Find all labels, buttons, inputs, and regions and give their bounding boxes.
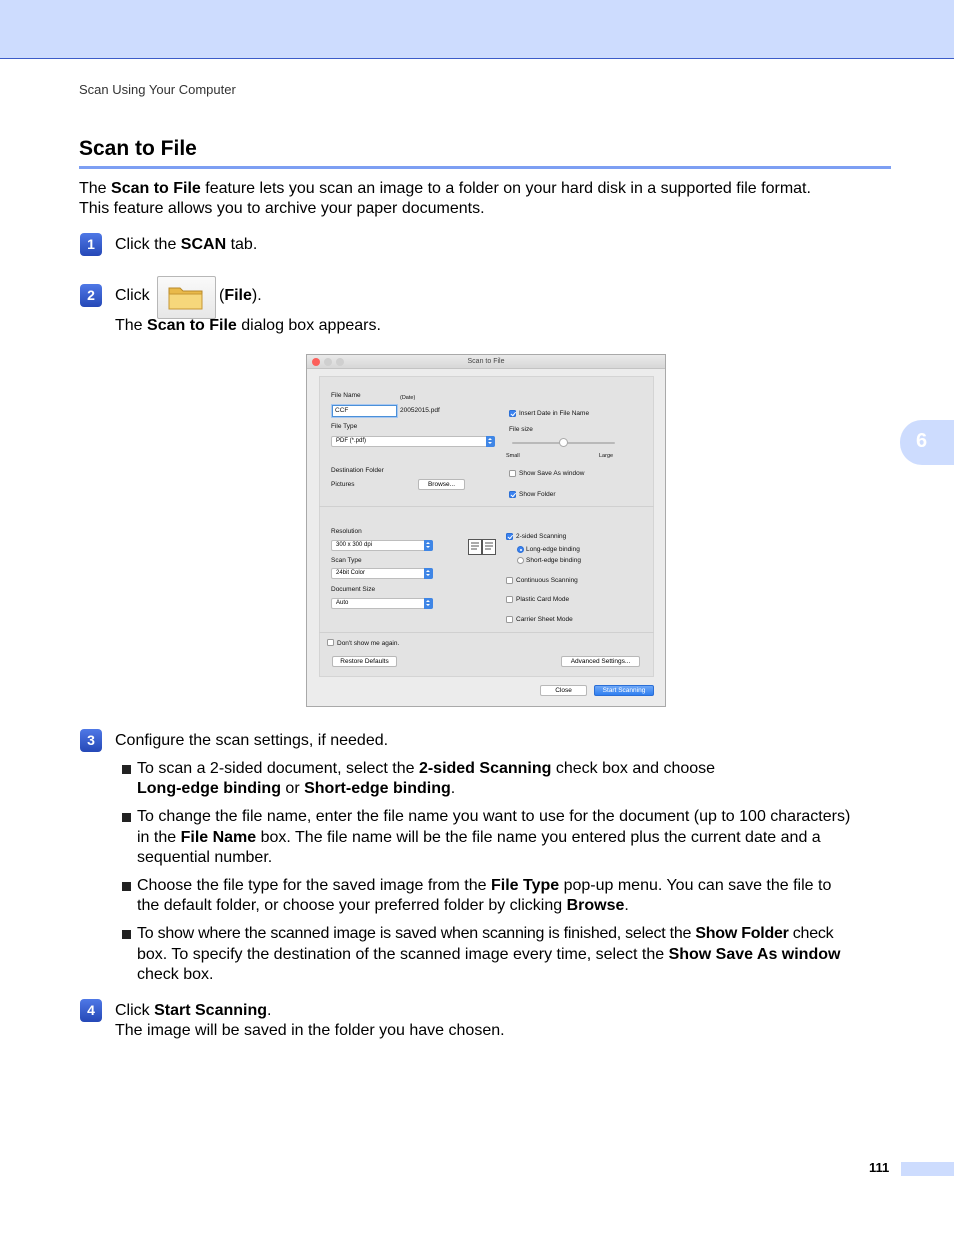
document-size-select[interactable]: Auto (331, 598, 433, 609)
scan-type-label: Scan Type (331, 557, 362, 564)
section-title: Scan to File (79, 137, 197, 160)
dialog-titlebar (307, 355, 665, 369)
resolution-select[interactable]: 300 x 300 dpi (331, 540, 433, 551)
chevron-updown-icon (424, 568, 433, 579)
long-edge-label: Long-edge binding (526, 546, 580, 553)
two-sided-scanning-checkbox[interactable] (506, 533, 513, 540)
scan-type-select[interactable]: 24bit Color (331, 568, 433, 579)
browse-button[interactable]: Browse... (418, 479, 465, 490)
show-save-as-checkbox[interactable] (509, 470, 516, 477)
file-button[interactable] (157, 276, 216, 319)
bullet-marker (122, 813, 131, 822)
intro-paragraph-line-2: This feature allows you to archive your paper documents. (79, 200, 485, 217)
continuous-scanning-label: Continuous Scanning (516, 577, 578, 584)
bullet-marker (122, 765, 131, 774)
bullet-3-line-1: Choose the file type for the saved image from the File Type pop-up menu. You can save the file to (137, 877, 832, 894)
destination-folder-value: Pictures (331, 481, 355, 488)
bullet-4-line-1: To show where the scanned image is saved when scanning is finished, select the Show Folder check (137, 925, 834, 942)
step-number-4: 4 (80, 999, 102, 1022)
date-value: 20052015.pdf (400, 407, 440, 414)
duplex-binding-icon (468, 539, 496, 555)
insert-date-label: Insert Date in File Name (519, 410, 590, 417)
date-label: (Date) (400, 395, 416, 401)
folder-icon (167, 283, 205, 311)
step-number-3: 3 (80, 729, 102, 752)
top-header-band (0, 0, 954, 59)
carrier-sheet-label: Carrier Sheet Mode (516, 616, 573, 623)
file-size-label: File size (509, 426, 533, 433)
step-4-text: Click Start Scanning. (115, 1002, 272, 1019)
bullet-2-line-1: To change the file name, enter the file name you want to use for the document (up to 100 characters) (137, 808, 851, 825)
scan-to-file-dialog (306, 354, 666, 707)
file-type-label: File Type (331, 423, 358, 430)
divider (319, 632, 654, 633)
chevron-updown-icon (424, 540, 433, 551)
step-2-file-label: (File). (219, 287, 262, 304)
running-header: Scan Using Your Computer (79, 82, 236, 97)
file-name-label: File Name (331, 392, 361, 399)
plastic-card-label: Plastic Card Mode (516, 596, 570, 603)
short-edge-label: Short-edge binding (526, 557, 581, 564)
dont-show-again-label: Don't show me again. (337, 640, 400, 647)
carrier-sheet-checkbox[interactable] (506, 616, 513, 623)
advanced-settings-button[interactable]: Advanced Settings... (561, 656, 640, 667)
intro-paragraph-line-1: The Scan to File feature lets you scan an image to a folder on your hard disk in a supported file format. (79, 180, 811, 197)
dont-show-again-checkbox[interactable] (327, 639, 334, 646)
insert-date-checkbox[interactable] (509, 410, 516, 417)
continuous-scanning-checkbox[interactable] (506, 577, 513, 584)
page-number-bar (901, 1162, 954, 1176)
bullet-marker (122, 882, 131, 891)
page-number: 111 (869, 1160, 890, 1175)
bullet-2-line-3: sequential number. (137, 849, 273, 866)
file-type-select[interactable]: PDF (*.pdf) (331, 436, 495, 447)
bullet-4-line-2: box. To specify the destination of the scanned image every time, select the Show Save As window (137, 946, 841, 963)
step-2-click: Click (115, 287, 150, 304)
two-sided-scanning-label: 2-sided Scanning (516, 533, 567, 540)
chapter-number: 6 (916, 430, 928, 452)
bullet-1-line-2: Long-edge binding or Short-edge binding. (137, 780, 456, 797)
chevron-updown-icon (424, 598, 433, 609)
step-3-text: Configure the scan settings, if needed. (115, 732, 389, 749)
chapter-tab (900, 420, 954, 465)
title-rule (79, 166, 891, 169)
step-number-1: 1 (80, 233, 102, 256)
restore-defaults-button[interactable]: Restore Defaults (332, 656, 397, 667)
show-save-as-label: Show Save As window (519, 470, 585, 477)
bullet-1-line-1: To scan a 2-sided document, select the 2-sided Scanning check box and choose (137, 760, 716, 777)
show-folder-label: Show Folder (519, 491, 556, 498)
resolution-label: Resolution (331, 528, 362, 535)
file-size-slider-handle[interactable] (559, 438, 568, 447)
step-2-subtext: The Scan to File dialog box appears. (115, 317, 381, 334)
destination-folder-label: Destination Folder (331, 467, 384, 474)
plastic-card-checkbox[interactable] (506, 596, 513, 603)
short-edge-radio[interactable] (517, 557, 524, 564)
bullet-4-line-3: check box. (137, 966, 214, 983)
size-small-label: Small (506, 453, 520, 459)
file-name-input[interactable]: CCF (332, 405, 397, 417)
document-size-label: Document Size (331, 586, 376, 593)
bullet-3-line-2: the default folder, or choose your preferred folder by clicking Browse. (137, 897, 629, 914)
step-4-subtext: The image will be saved in the folder you have chosen. (115, 1022, 505, 1039)
long-edge-radio[interactable] (517, 546, 524, 553)
divider (319, 506, 654, 507)
start-scanning-button[interactable]: Start Scanning (594, 685, 654, 696)
size-large-label: Large (599, 453, 614, 459)
bullet-marker (122, 930, 131, 939)
step-1-text: Click the SCAN tab. (115, 236, 258, 253)
close-button[interactable]: Close (540, 685, 587, 696)
dialog-title: Scan to File (467, 358, 505, 365)
show-folder-checkbox[interactable] (509, 491, 516, 498)
chevron-updown-icon (486, 436, 495, 447)
bullet-2-line-2: in the File Name box. The file name will be the file name you entered plus the current date and a (137, 829, 821, 846)
step-number-2: 2 (80, 284, 102, 307)
